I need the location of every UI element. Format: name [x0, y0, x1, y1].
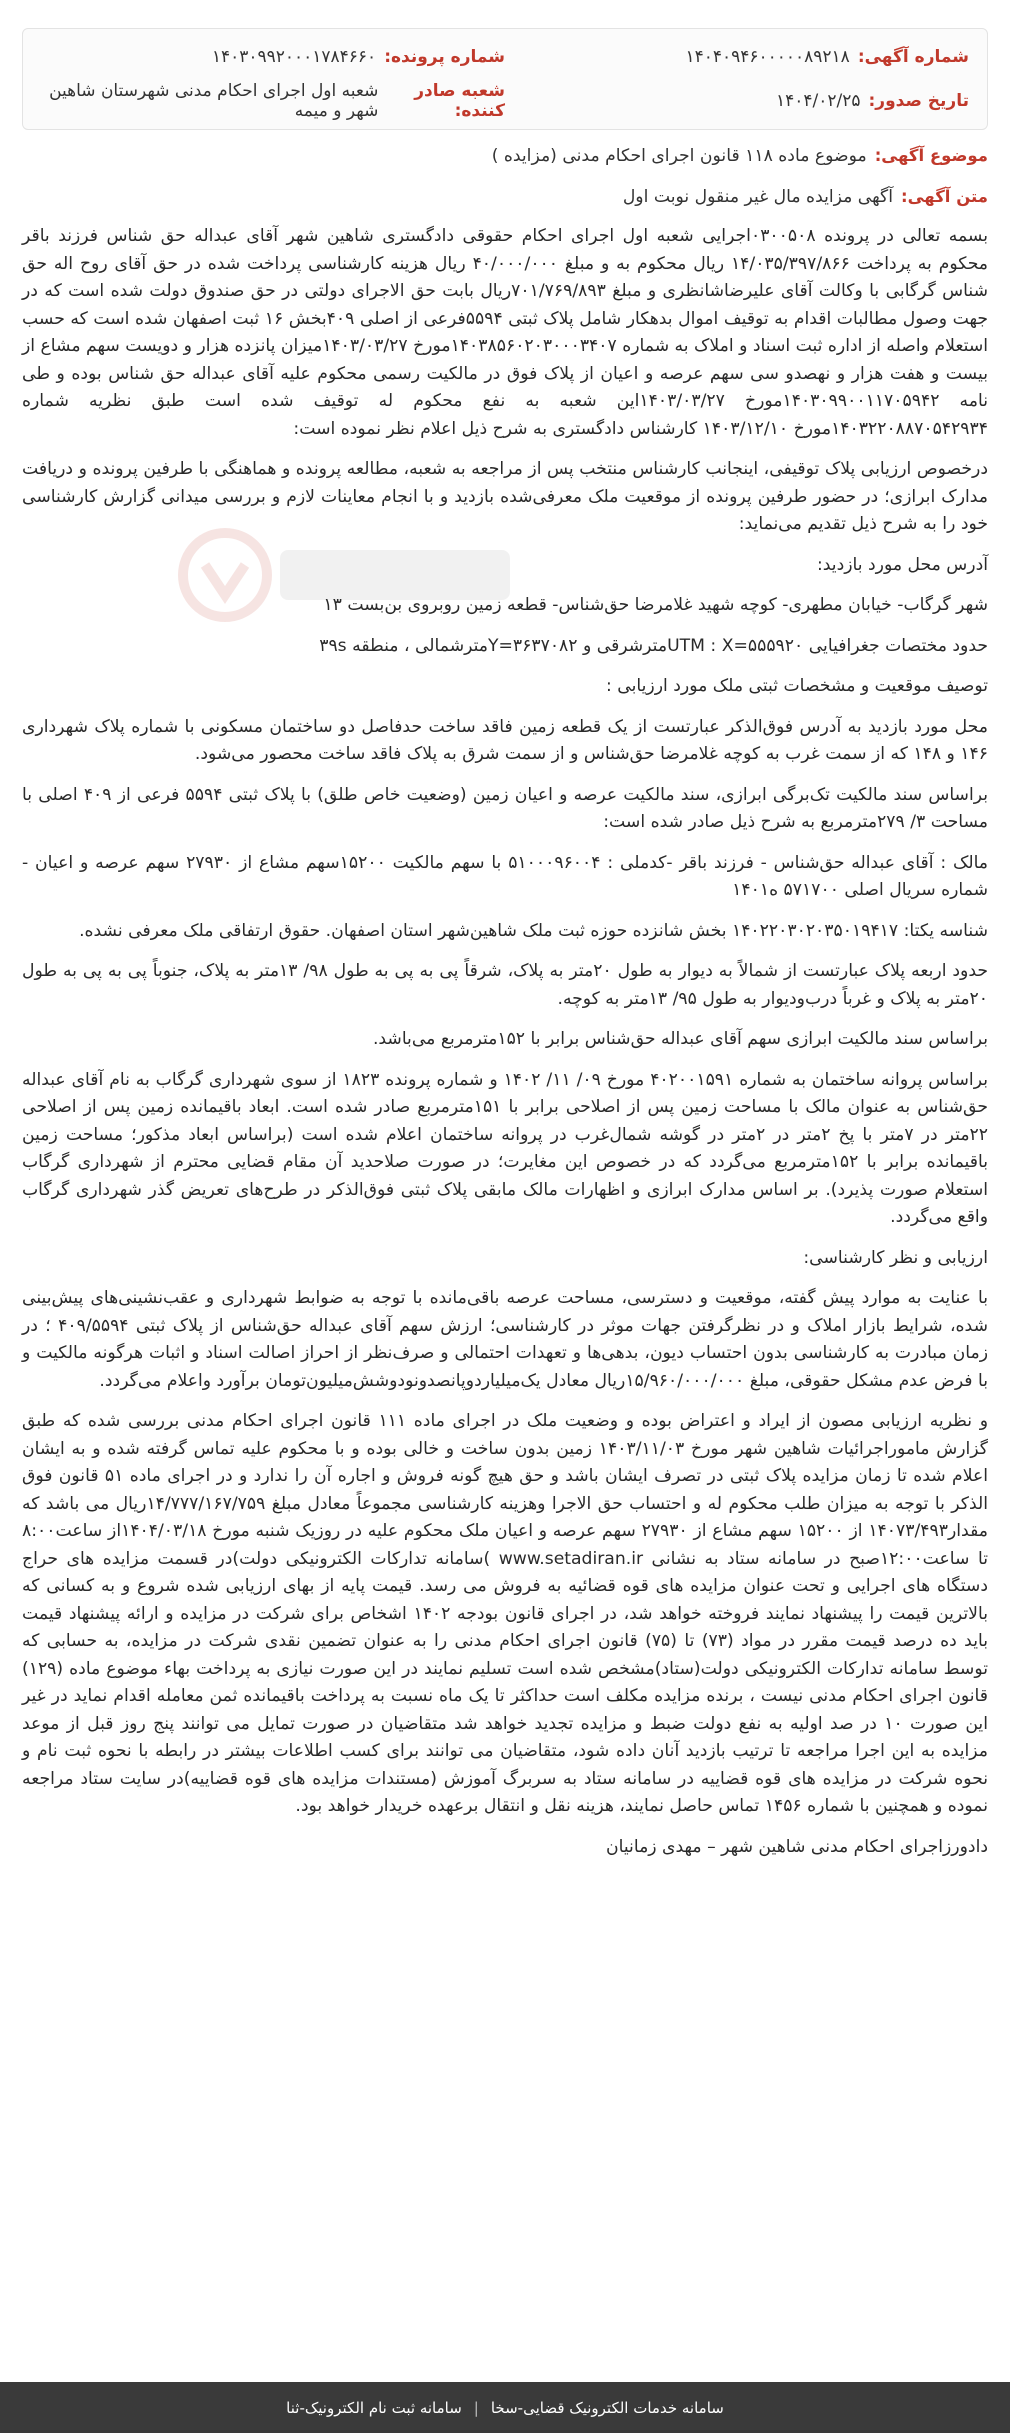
paragraph-text: حدود مختصات جغرافیایی UTM : X=۵۵۵۹۲۰مترشرقی و Y=۳۶۳۷۰۸۲مترشمالی ، منطقه ۳۹s — [319, 635, 988, 656]
paragraph-unique-id — [22, 918, 988, 946]
issuer: شعبه اول اجرای احکام مدنی شهرستان شاهین شهر و میمه — [49, 81, 379, 121]
case-number-cell — [41, 47, 505, 67]
paragraph-text: براساس سند مالکیت ابرازی سهم آقای عبداله حق‌شناس برابر با ۱۵۲مترمربع می‌باشد. — [372, 1029, 988, 1049]
ad-meta-box — [22, 28, 988, 130]
ad-number: ۱۴۰۴۰۹۴۶۰۰۰۰۰۸۹۲۱۸ — [685, 47, 850, 67]
ad-number-cell — [505, 47, 969, 67]
paragraph-address-heading — [22, 552, 988, 580]
issuer-cell — [41, 81, 505, 121]
paragraph-text: آدرس محل مورد بازدید: — [816, 554, 988, 575]
paragraph-intro — [22, 223, 988, 443]
issue-date-cell — [505, 91, 969, 111]
paragraph-text: محل مورد بازدید به آدرس فوق‌الذکر عبارتست از یک قطعه زمین فاقد ساخت حدفاصل دو ساختمان مسکونی با شماره پلاک شهرداری ۱۴۶ و ۱۴۸ که از سمت غرب به کوچه غلامرضا حق‌شناس و از سمت شرق به پلاک فاقد ساخت محصور می‌شود. — [22, 716, 988, 764]
paragraph-share — [22, 1026, 988, 1054]
paragraph-evaluation — [22, 1285, 988, 1395]
paragraph-permit — [22, 1067, 988, 1232]
signature: دادورزاجرای احکام مدنی شاهین شهر – مهدی زمانیان — [606, 1836, 988, 1857]
footer-bar — [0, 2382, 1010, 2433]
subject-label: موضوع آگهی: — [874, 146, 988, 165]
paragraph-description-heading — [22, 673, 988, 701]
meta-row-2 — [41, 83, 969, 119]
paragraph-text: شناسه یکتا: ۱۴۰۲۲۰۳۰۲۰۳۵۰۱۹۴۱۷ بخش شانزده حوزه ثبت ملک شاهین‌شهر استان اصفهان. حقوق ارتفاقی ملک معرفی نشده. — [79, 920, 988, 941]
footer-link-sana[interactable]: سامانه ثبت نام الکترونیک-ثنا — [286, 2398, 462, 2417]
footer-separator: | — [473, 2398, 479, 2417]
paragraph-text: با عنایت به موارد پیش گفته، موقعیت و دسترسی، مساحت عرصه باقی‌مانده با توجه به ضوابط شهرداری و عقب‌نشینی‌های پیش‌بینی شده، شرایط بازار املاک و در نظرگرفتن جهات موثر در کارشناسی؛ ارزش سهم آقای عبداله حق‌شناس از پلاک ثبتی ۴۰۹/۵۵۹۴ ؛ در زمان مبادرت به کارشناسی بدون احتساب دیون، بدهی‌ها و تعهدات احتمالی و صرف‌نظر از احراز اصالت اسناد و اثبات هرگونه مالکیت و با فرض عدم مشکل حقوقی، مبلغ ۱۵/۹۶۰/۰۰۰/۰۰۰ریال معادل یک‌میلیاردوپانصدونودوشش‌میلیون‌تومان برآورد واعلام می‌گردد. — [22, 1288, 988, 1391]
paragraph-text: درخصوص ارزیابی پلاک توقیفی، اینجانب کارشناس منتخب پس از مراجعه به شعبه، مطالعه پرونده و هماهنگی با طرفین پرونده و دریافت مدارک ابرازی؛ در حضور طرفین پرونده از موقعیت ملک معرفی‌شده بازدید و با انجام معاینات لازم و بررسی میدانی گزارش کارشناسی خود را به شرح ذیل تقدیم می‌نماید: — [22, 459, 988, 534]
issue-date-label: تاریخ صدور: — [868, 91, 969, 111]
paragraph-text: مالک : آقای عبداله حق‌شناس - فرزند باقر -کدملی : ۵۱۰۰۰۹۶۰۰۴ با سهم مالکیت ۱۵۲۰۰سهم مشاع از ۲۷۹۳۰ سهم عرصه و اعیان - شماره سریال اصلی ۵۷۱۷۰۰ ه۱۴۰۱ — [22, 852, 989, 900]
subject-row — [22, 142, 988, 171]
ad-number-label: شماره آگهی: — [857, 47, 969, 67]
paragraph-boundaries — [22, 958, 988, 1013]
paragraph-coordinates — [22, 633, 988, 661]
paragraph-text: حدود اربعه پلاک عبارتست از شمالاً به دیوار به طول ۲۰متر به پلاک، شرقاً پی به پی به طول ۹۸/ ۱۳متر به پلاک، جنوباً پی به پی به طول ۲۰متر به پلاک و غرباً درب‌ودیوار به طول ۹۵/ ۱۳متر به کوچه. — [22, 961, 988, 1009]
paragraph-text: و نظریه ارزیابی مصون از ایراد و اعتراض بوده و وضعیت ملک در اجرای ماده ۱۱۱ قانون اجرای احکام مدنی بررسی شده که طبق گزارش ماموراجرائیات شاهین شهر مورخ ۱۴۰۳/۱۱/۰۳ زمین بدون ساخت و خالی بوده و با محکوم علیه تماس گرفته شده و به ایشان اعلام شده تا زمان مزایده پلاک ثبتی در تصرف ایشان باشد و حق هیچ گونه فروش و اجاره آن را ندارد و در اجرای ماده ۵۱ قانون فوق الذکر با توجه به میزان طلب محکوم له و احتساب حق الاجرا وهزینه کارشناسی مجموعاً معادل مبلغ ۱۴/۷۷۷/۱۶۷/۷۵۹ریال می باشد که مقدار۱۴۰۷۳/۴۹۳ از ۱۵۲۰۰ سهم مشاع از ۲۷۹۳۰ سهم عرصه و اعیان ملک محکوم علیه در روزیک شنبه مورخ ۱۴۰۴/۰۳/۱۸از ساعت۸:۰۰ تا ساعت۱۲:۰۰صبح در سامانه ستاد به نشانی www.setadiran.ir )سامانه تدارکات الکترونیکی دولت)در قسمت مزایده های حراج دستگاه های اجرایی و تحت عنوان مزایده های قوه قضائیه به فروش می رسد. قیمت پایه از بهای ارزیابی شده شروع و به کسانی که بالاترین قیمت را پیشنهاد نمایند فروخته خواهد شد، در اجرای قانون بودجه ۱۴۰۲ اشخاص برای شرکت در مزایده و ارائه پیشنهاد قیمت باید ده درصد قیمت مقرر در مواد (۷۳) تا (۷۵) قانون اجرای احکام مدنی را به عنوان تضمین نقدی شرکت در مزایده، به حسابی که توسط سامانه تدارکات الکترونیکی دولت(ستاد)مشخص شده است تسلیم نمایند در این صورت نیازی به پرداخت بهاء موضوع ماده (۱۲۹) قانون اجرای احکام مدنی نیست ، برنده مزایده مکلف است حداکثر تا یک ماه نسبت به پرداخت باقیمانده ثمن معامله اقدام نماید در غیر این صورت ۱۰ در صد اولیه به نفع دولت ضبط و مزایده تجدید خواهد شد متقاضیان در صورت تمایل می توانند پنج روز قبل از موعد مزایده به این اجرا مراجعه تا ترتیب بازدید آنان داده شود، متقاضیان می توانند برای کسب اطلاعات بیشتر در رابطه با نحوه ثبت نام و نحوه شرکت در مزایده های قوه قضاییه در سامانه ستاد به سربرگ آموزش (مستندات مزایده های قوه قضاییه)در سایت ستاد مراجعه نموده و همچنین با شماره ۱۴۵۶ تماس حاصل نمایند، هزینه نقل و انتقال برعهده خریدار خواهد بود. — [22, 1411, 989, 1816]
paragraph-auction — [22, 1408, 988, 1821]
paragraph-owner — [22, 850, 988, 905]
case-number: ۱۴۰۳۰۹۹۲۰۰۰۱۷۸۴۶۶۰ — [211, 47, 377, 67]
footer-link-sakha[interactable]: سامانه خدمات الکترونیک قضایی-سخا — [490, 2398, 724, 2417]
body-label: متن آگهی: — [901, 186, 988, 206]
paragraph-text: شهر گرگاب- خیابان مطهری- کوچه شهید غلامرضا حق‌شناس- قطعه زمین روبروی بن‌بست ۱۳ — [323, 595, 988, 615]
issue-date: ۱۴۰۴/۰۲/۲۵ — [775, 91, 861, 111]
paragraph-text: ارزیابی و نظر کارشناسی: — [803, 1247, 988, 1268]
ad-content — [22, 142, 988, 1861]
paragraph-text: براساس سند مالکیت تک‌برگی ابرازی، سند مالکیت عرصه و اعیان زمین (وضعیت خاص طلق) با پلاک ثبتی ۵۵۹۴ فرعی از ۴۰۹ اصلی با مساحت ۳/ ۲۷۹مترمربع به شرح ذیل صادر شده است: — [22, 784, 989, 832]
paragraph-deed — [22, 782, 988, 837]
meta-row-1 — [41, 39, 969, 75]
subject-text: موضوع ماده ۱۱۸ قانون اجرای احکام مدنی (مزایده ) — [491, 146, 867, 166]
case-number-label: شماره پرونده: — [384, 47, 505, 67]
paragraph-inspection — [22, 456, 988, 539]
body-title-row — [22, 183, 988, 212]
paragraph-text: براساس پروانه ساختمان به شماره ۴۰۲۰۰۱۵۹۱ مورخ ۰۹/ ۱۱/ ۱۴۰۲ و شماره پرونده ۱۸۲۳ از سوی شهرداری گرگاب به نام آقای عبداله حق‌شناس به عنوان مالک با مساحت زمین پس از اصلاحی برابر با ۱۵۱مترمربع صادر شده است. ابعاد باقیمانده زمین پس از اصلاحی ۲۲متر در ۷متر با پخ ۲متر در ۲متر در گوشه شمال‌غرب در پروانه ساختمان اعلام شده است (براساس ابعاد مذکور؛ مساحت زمین باقیمانده برابر با ۱۵۲مترمربع می‌گردد که در خصوص این مغایرت؛ در صورت صلاحدید آن مقام قضایی محترم از شهرداری گرگاب استعلام صورت پذیرد). بر اساس مدارک ابرازی و اظهارات مالک مابقی پلاک ثبتی فوق‌الذکر در طرح‌های تعریض گذر شهرداری گرگاب واقع می‌گردد. — [22, 1069, 989, 1227]
paragraph-location — [22, 714, 988, 769]
body-title: آگهی مزایده مال غیر منقول نوبت اول — [622, 186, 894, 207]
paragraph-address — [22, 592, 988, 620]
paragraph-text: بسمه تعالی در پرونده ۰۳۰۰۵۰۸اجرایی شعبه اول اجرای احکام حقوقی دادگستری شاهین شهر آقای عبداله حق شناس فرزند باقر محکوم به پرداخت ۱۴/۰۳۵/۳۹۷/۸۶۶ ریال محکوم به و مبلغ ۴۰/۰۰۰/۰۰۰ ریال هزینه کارشناسی پرداخت شده در حق آقای روح اله حق شناس گرگابی با وکالت آقای علیرضاشانظری و مبلغ ۷۰۱/۷۶۹/۸۹۳ریال بابت حق الاجرای دولتی در حق صندوق دولت شده است که در جهت وصول مطالبات اقدام به توقیف اموال بدهکار شامل پلاک ثبتی ۵۵۹۴فرعی از اصلی ۴۰۹بخش ۱۶ ثبت اصفهان شده است که حسب استعلام واصله از اداره ثبت اسناد و املاک به شماره ۱۴۰۳۸۵۶۰۲۰۳۰۰۰۳۴۰۷مورخ ۱۴۰۳/۰۳/۲۷میزان پانزده هزار و دویست سهم مشاع از بیست و هفت هزار و نهصدو سی سهم عرصه و اعیان از پلاک فوق در مالکیت رسمی محکوم علیه آقای عبداله حق شناس بوده و طی نامه ۱۴۰۳۰۹۹۰۰۱۱۷۰۵۹۴۲مورخ ۱۴۰۳/۰۳/۲۷این شعبه به نفع محکوم له توقیف شده است طبق نظریه شماره ۱۴۰۳۲۲۰۸۸۷۰۵۴۲۹۳۴مورخ ۱۴۰۳/۱۲/۱۰ کارشناس دادگستری به شرح ذیل اعلام نظر نموده است: — [21, 226, 989, 439]
paragraph-evaluation-heading — [22, 1245, 988, 1273]
paragraph-text: توصیف موقعیت و مشخصات ثبتی ملک مورد ارزیابی : — [606, 676, 988, 696]
issuer-label: شعبه صادر کننده: — [414, 81, 505, 121]
